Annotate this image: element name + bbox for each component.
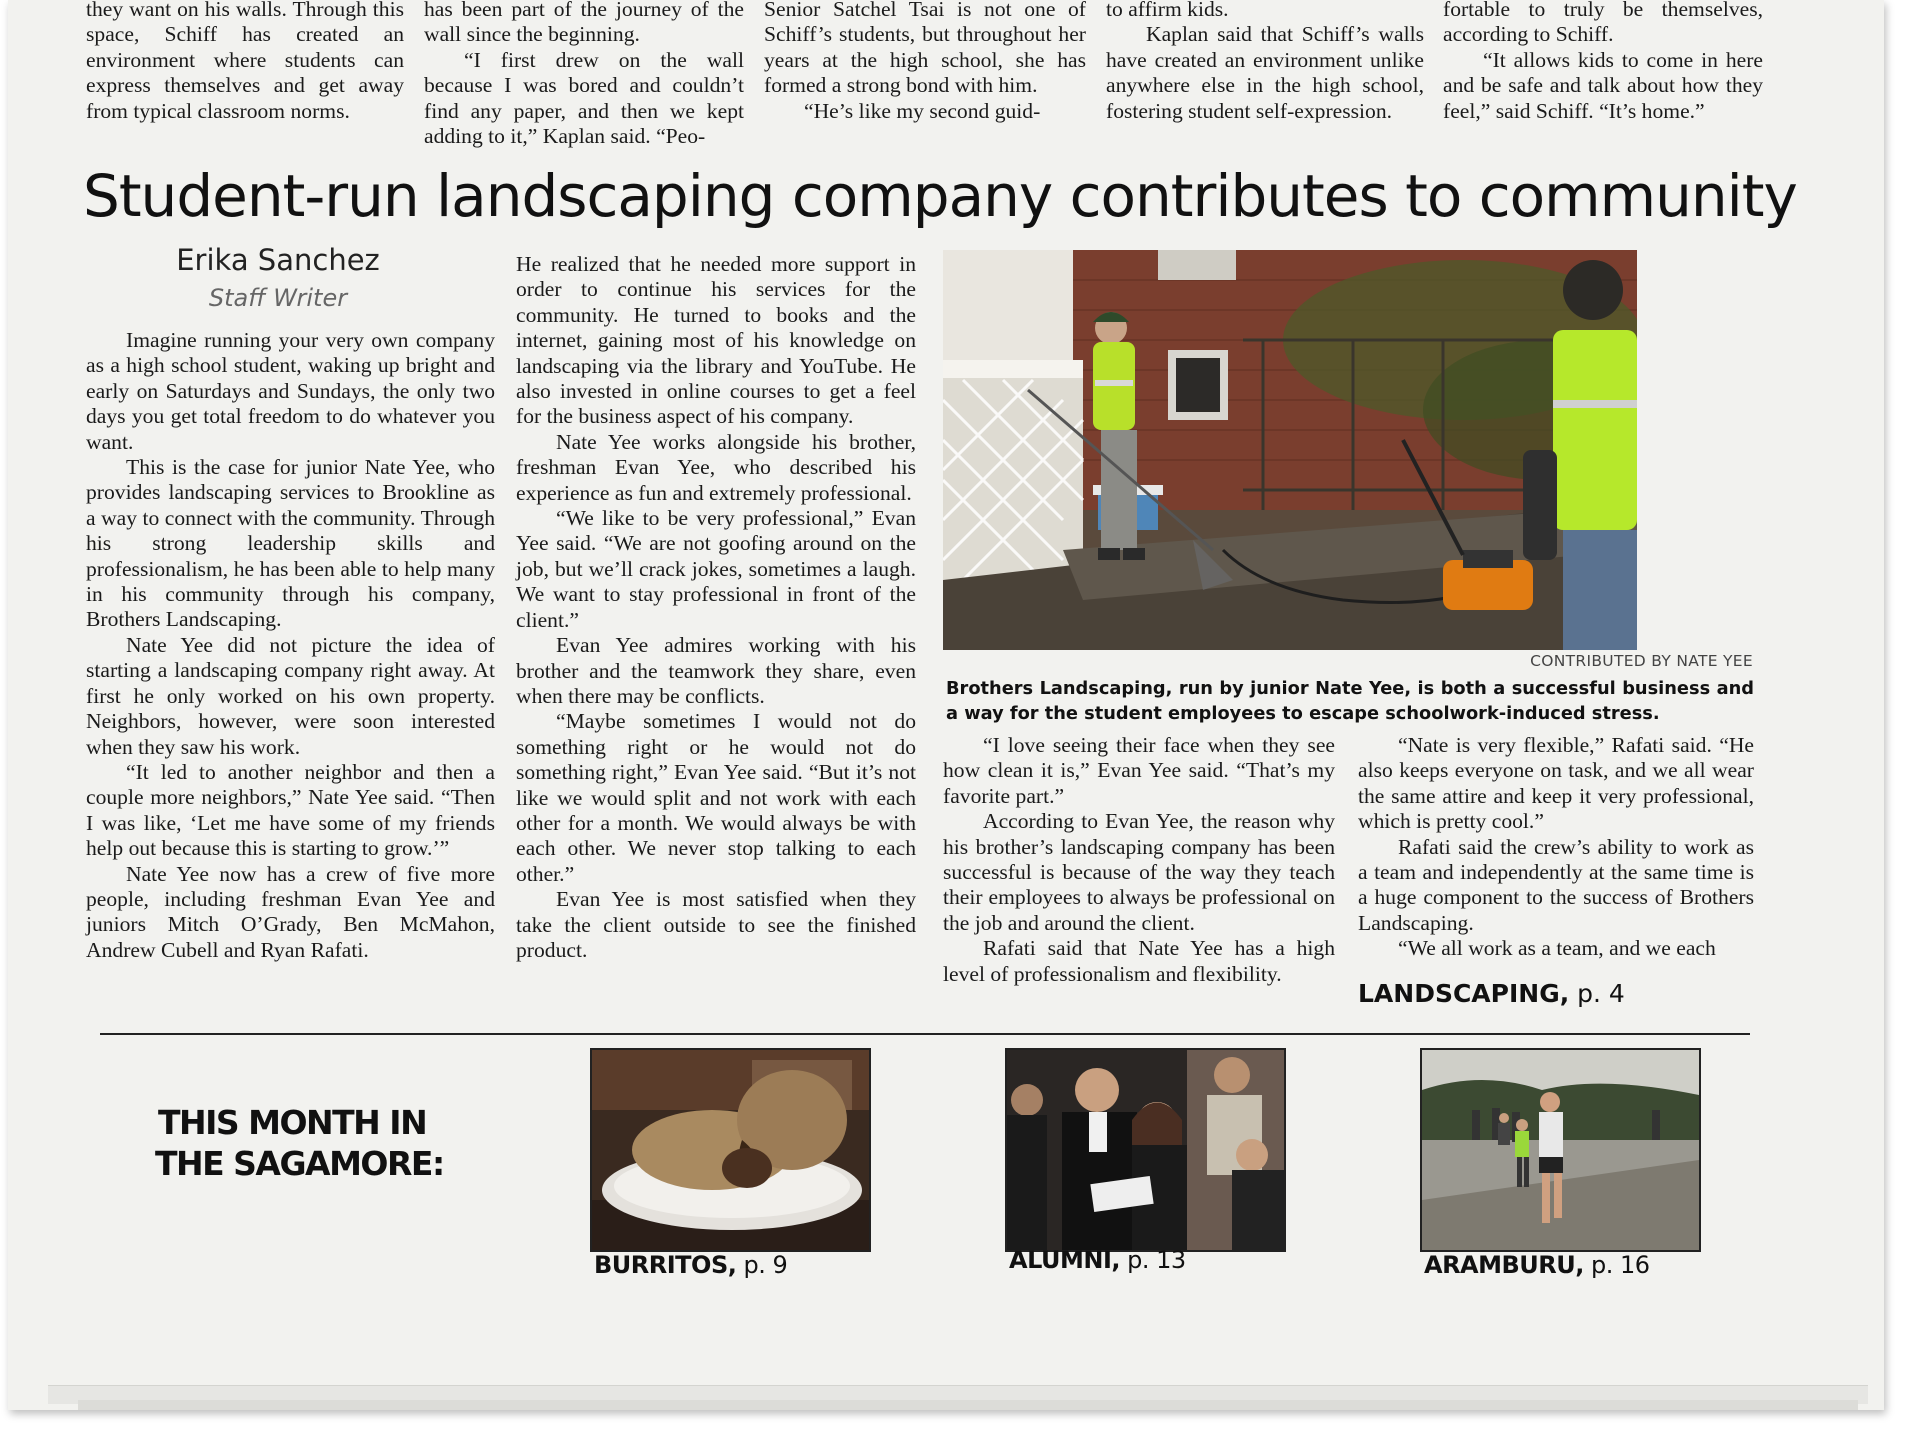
newspaper-page [8, 0, 1884, 1410]
teaser-burritos-photo [590, 1048, 871, 1252]
paragraph: Nate Yee did not picture the idea of starting a landscaping company right away. At first he only worked on his own property. Neighbors, however, were soon interested when they saw his work. [86, 632, 495, 759]
top-column-3 [764, 0, 1086, 124]
top-column-4 [1106, 0, 1424, 124]
jump-page: p. 4 [1577, 979, 1625, 1008]
paragraph: This is the case for junior Nate Yee, who provides landscaping services to Brookline as a way to connect with the community. Through his strong leadership skills and professionalism, he has been able to help many in his community through his company, Brothers Landscaping. [86, 455, 495, 632]
headline: Student-run landscaping company contributes to community [83, 162, 1797, 230]
teaser-alumni-label [1009, 1246, 1186, 1274]
landscaping-photo [943, 250, 1637, 650]
article-column-3 [943, 733, 1335, 987]
paragraph: has been part of the journey of the wall since the beginning. [424, 0, 744, 47]
teaser-aramburu-title: ARAMBURU, [1424, 1251, 1584, 1279]
author-role: Staff Writer [208, 284, 348, 312]
this-month-heading [155, 1102, 444, 1184]
teaser-aramburu-label [1424, 1251, 1650, 1279]
paragraph: Nate Yee works alongside his brother, freshman Evan Yee, who described his experience as fun and extremely professional. [516, 429, 916, 505]
paragraph: they want on his walls. Through this space, Schiff has created an environment where students can express themselves and get away from typical classroom norms. [86, 0, 404, 123]
section-divider [100, 1033, 1750, 1035]
paragraph: “It allows kids to come in here and be safe and talk about how they feel,” said Schiff. “It’s home.” [1443, 47, 1763, 123]
paragraph: Nate Yee now has a crew of five more people, including freshman Evan Yee and juniors Mitch O’Grady, Ben McMahon, Andrew Cubell and Ryan Rafati. [86, 861, 495, 962]
paragraph: Evan Yee is most satisfied when they take the client outside to see the finished product. [516, 887, 916, 962]
paragraph: to affirm kids. [1106, 0, 1229, 21]
paragraph: Senior Satchel Tsai is not one of Schiff’s students, but throughout her years at the high school, she has formed a strong bond with him. [764, 0, 1086, 98]
top-column-2 [424, 0, 744, 149]
paragraph: Kaplan said that Schiff’s walls have created an environment unlike anywhere else in the high school, fostering student self-expression. [1106, 22, 1424, 123]
paragraph: Rafati said the crew’s ability to work as a team and independently at the same time is a huge component to the success of Brothers Landscaping. [1358, 834, 1754, 935]
paragraph: “It led to another neighbor and then a couple more neighbors,” Nate Yee said. “Then I was like, ‘Let me have some of my friends help out because this is starting to grow.’” [86, 759, 495, 861]
jump-reference [1358, 979, 1625, 1008]
photo-credit: CONTRIBUTED BY NATE YEE [1530, 652, 1753, 670]
paragraph: “Maybe sometimes I would not do something right or he would not do something right,” Evan Yee said. “But it’s not like we would split and not work with each other for a month. We would always be with each other. We never stop talking to each other.” [516, 709, 916, 886]
teaser-aramburu-photo [1420, 1048, 1701, 1252]
top-column-1 [86, 0, 404, 124]
paragraph: Evan Yee admires working with his brother and the teamwork they share, even when there may be conflicts. [516, 633, 916, 708]
article-column-4 [1358, 733, 1754, 962]
teaser-aramburu-page: p. 16 [1591, 1251, 1650, 1279]
paragraph: fortable to truly be themselves, according to Schiff. [1443, 0, 1763, 47]
article-column-2 [516, 252, 916, 963]
this-month-heading-line1: THIS MONTH IN [158, 1103, 427, 1142]
paragraph: Rafati said that Nate Yee has a high level of professionalism and flexibility. [943, 936, 1335, 986]
teaser-burritos-page: p. 9 [743, 1251, 788, 1279]
teaser-alumni-page: p. 13 [1127, 1246, 1186, 1274]
paragraph: “Nate is very flexible,” Rafati said. “He also keeps everyone on task, and we all wear the same attire and keep it very professional, which is pretty cool.” [1358, 733, 1754, 834]
paragraph: “He’s like my second guid- [804, 98, 1041, 123]
author-name: Erika Sanchez [176, 243, 380, 277]
page-edge-underlay [78, 1400, 1858, 1410]
paragraph: According to Evan Yee, the reason why his brother’s landscaping company has been successful is because of the way they teach their employees to always be professional on the job and around the client. [943, 809, 1335, 935]
jump-label: LANDSCAPING, [1358, 979, 1570, 1008]
top-column-5 [1443, 0, 1763, 124]
paragraph: “I love seeing their face when they see how clean it is,” Evan Yee said. “That’s my favorite part.” [943, 733, 1335, 808]
this-month-heading-line2: THE SAGAMORE: [155, 1144, 444, 1183]
teaser-alumni-title: ALUMNI, [1009, 1246, 1121, 1274]
paragraph: He realized that he needed more support in order to continue his services for the community. He turned to books and the internet, gaining most of his knowledge on landscaping via the library and YouTube. He also invested in online courses to get a feel for the business aspect of his company. [516, 252, 916, 429]
teaser-burritos-label [594, 1251, 787, 1279]
paragraph: “I first drew on the wall because I was bored and couldn’t find any paper, and then we kept adding to it,” Kaplan said. “Peo- [424, 47, 744, 149]
article-column-1 [86, 328, 495, 963]
teaser-burritos-title: BURRITOS, [594, 1251, 737, 1279]
byline [148, 240, 408, 316]
paragraph: “We all work as a team, and we each [1398, 936, 1716, 961]
paragraph: “We like to be very professional,” Evan Yee said. “We are not goofing around on the job, but we’ll crack jokes, sometimes a laugh. We want to stay professional in front of the client.” [516, 506, 916, 632]
paragraph: Imagine running your very own company as a high school student, waking up bright and early on Saturdays and Sundays, the only two days you get total freedom to do whatever you want. [86, 328, 495, 454]
teaser-alumni-photo [1005, 1048, 1286, 1252]
photo-caption: Brothers Landscaping, run by junior Nate Yee, is both a successful business and a way for the student employees to escape schoolwork-induced stress. [946, 678, 1754, 724]
